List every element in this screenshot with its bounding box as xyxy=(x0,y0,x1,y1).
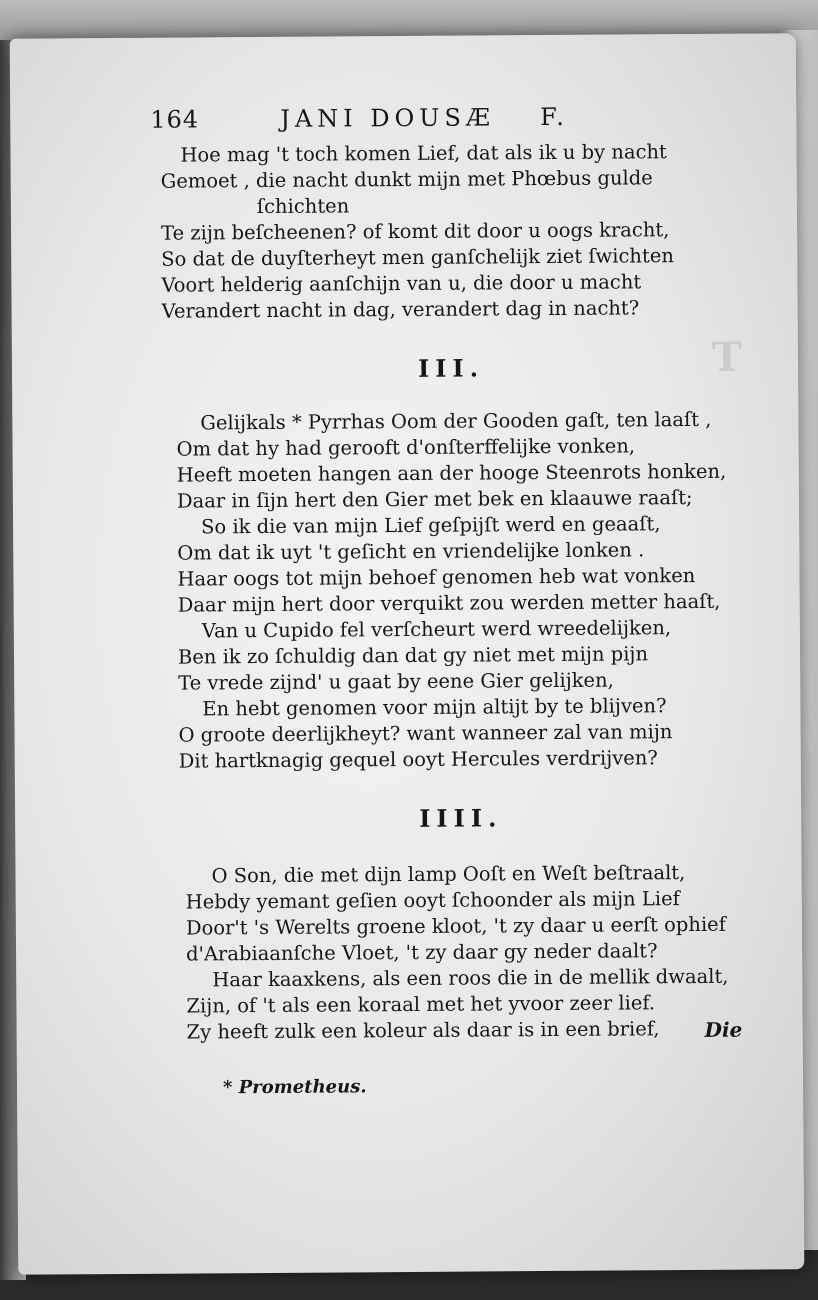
section-heading-3: III. xyxy=(417,353,485,383)
verse-line: Hebdy yemant geſien ooyt ſchoonder als mijn Lief xyxy=(185,887,680,914)
verse-line: O Son, die met dijn lamp Ooſt en Weſt beſtraalt, xyxy=(211,861,686,888)
verse-line: Haar kaaxkens, als een roos die in de mellik dwaalt, xyxy=(212,964,729,992)
running-head: JANI DOUSÆ xyxy=(280,103,496,133)
verse-line: O groote deerlijkheyt? want wanneer zal van mijn xyxy=(178,720,673,747)
verse-line: Daar in ſijn hert den Gier met bek en klaauwe raaſt; xyxy=(176,486,693,513)
verse-line: Zy heeft zulk een koleur als daar is in een brief, xyxy=(186,1017,660,1044)
verse-line: Van u Cupido fel verſcheurt werd wreedelijken, xyxy=(201,616,672,643)
page-header xyxy=(150,102,710,140)
show-through-mark: T xyxy=(711,333,742,381)
page-number: 164 xyxy=(150,105,200,134)
verse-line: Om dat hy had gerooft d'onſterffelijke vonken, xyxy=(176,434,636,461)
running-head-end: F. xyxy=(540,102,567,132)
catchword: Die xyxy=(704,1017,743,1042)
page-content xyxy=(10,33,805,1274)
verse-line: Hoe mag 't toch komen Lief, dat als ik u by nacht xyxy=(180,140,667,167)
verse-line: Zijn, of 't als een koraal met het yvoor zeer lief. xyxy=(186,991,656,1018)
verse-line: d'Arabiaanſche Vloet, 't zy daar gy neder daalt? xyxy=(186,939,658,966)
verse-line: Gelijkals * Pyrrhas Oom der Gooden gaſt, ten laaſt , xyxy=(200,407,712,435)
verse-line: So ik die van mijn Lief geſpijſt werd en geaaſt, xyxy=(201,512,661,539)
verse-line: Ben ik zo ſchuldig dan dat gy niet met mijn pijn xyxy=(177,642,649,669)
verse-line: Te zijn beſcheenen? of komt dit door u oogs kracht, xyxy=(160,218,670,245)
verse-line: Gemoet , die nacht dunkt mijn met Phœbus gulde xyxy=(160,166,653,193)
verse-line: ſchichten xyxy=(256,194,350,219)
verse-line: Verandert nacht in dag, verandert dag in nacht? xyxy=(161,296,640,323)
book-page xyxy=(10,33,805,1274)
verse-line: Daar mijn hert door verquikt zou werden metter haaſt, xyxy=(177,589,721,617)
verse-line: Voort helderig aanſchijn van u, die door u macht xyxy=(161,270,642,297)
verse-line: Te vrede zijnd' u gaat by eene Gier gelijken, xyxy=(178,668,614,695)
footnote: * Prometheus. xyxy=(222,1076,367,1099)
verse-line: En hebt genomen voor mijn altijt by te blijven? xyxy=(202,694,667,721)
verse-line: Dit hartknagig gequel ooyt Hercules verdrijven? xyxy=(178,746,658,773)
verse-line: Om dat ik uyt 't geſicht en vriendelijke lonken . xyxy=(177,538,645,565)
verse-line: Heeft moeten hangen aan der hooge Steenrots honken, xyxy=(176,459,727,487)
verse-line: Door't 's Werelts groene kloot, 't zy daar u eerſt ophief xyxy=(185,912,726,940)
verse-line: So dat de duyſterheyt men ganſchelijk ziet ſwichten xyxy=(161,244,674,271)
section-heading-4: IIII. xyxy=(419,803,503,833)
verse-line: Haar oogs tot mijn behoef genomen heb wat vonken xyxy=(177,563,696,591)
